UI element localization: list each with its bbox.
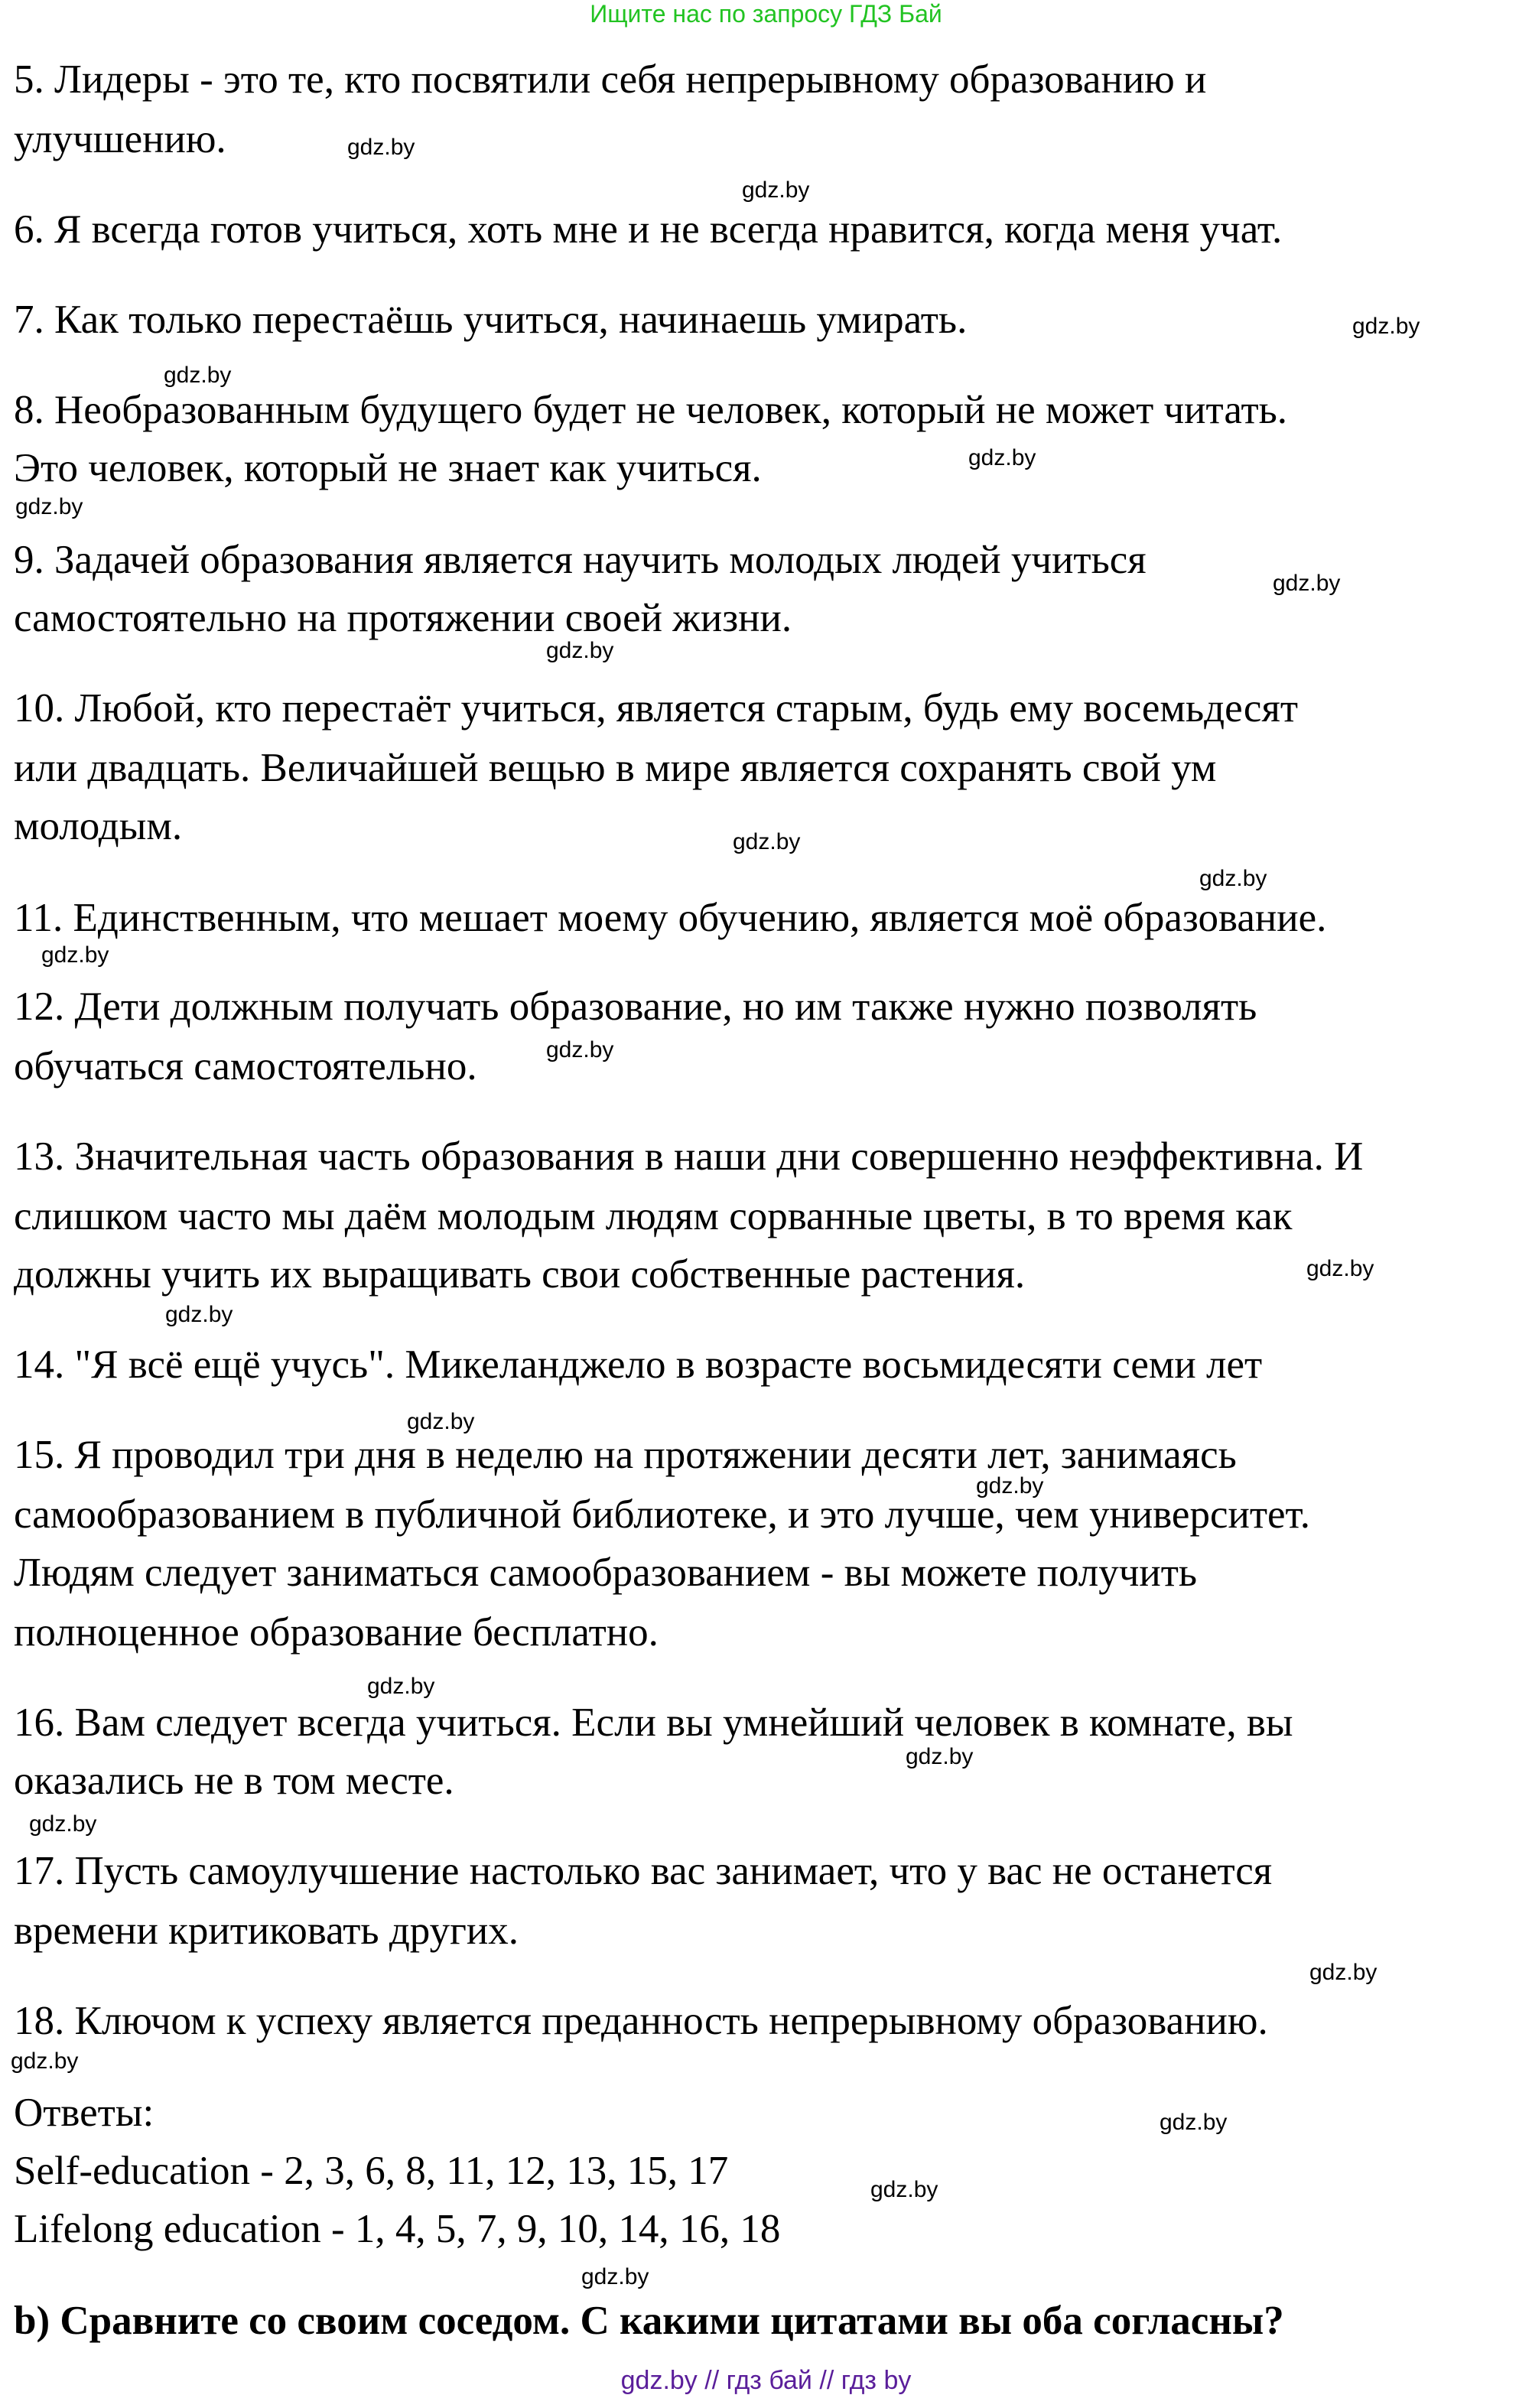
text-line: 6. Я всегда готов учиться, хоть мне и не всегда нравится, когда меня учат. <box>14 207 1283 252</box>
text-line: 8. Необразованным будущего будет не человек, который не может читать. <box>14 388 1288 432</box>
text-line: 9. Задачей образования является научить молодых людей учиться <box>14 538 1147 582</box>
text-line: самообразованием в публичной библиотеке, и это лучше, чем университет. <box>14 1492 1310 1537</box>
watermark: gdz.by <box>407 1409 475 1434</box>
watermark: gdz.by <box>546 1037 614 1062</box>
watermark: gdz.by <box>1160 2110 1228 2135</box>
search-hint-banner[interactable]: Ищите нас по запросу ГДЗ Бай <box>590 0 942 28</box>
text-line: улучшению. <box>14 117 226 161</box>
text-line: 13. Значительная часть образования в наши дни совершенно неэффективна. И <box>14 1134 1364 1179</box>
text-line: Людям следует заниматься самообразованием - вы можете получить <box>14 1551 1198 1595</box>
watermark: gdz.by <box>1309 1960 1377 1985</box>
watermark: gdz.by <box>1306 1256 1374 1281</box>
text-line: 16. Вам следует всегда учиться. Если вы умнейший человек в комнате, вы <box>14 1700 1293 1745</box>
watermark: gdz.by <box>29 1811 97 1837</box>
watermark: gdz.by <box>733 829 801 854</box>
answer-self-education: Self-education - 2, 3, 6, 8, 11, 12, 13, 15, 17 <box>14 2149 729 2193</box>
watermark: gdz.by <box>11 2048 79 2074</box>
watermark: gdz.by <box>367 1674 435 1699</box>
text-line: слишком часто мы даём молодым людям сорванные цветы, в то время как <box>14 1194 1293 1238</box>
text-line: оказались не в том месте. <box>14 1759 454 1803</box>
watermark: gdz.by <box>1352 314 1420 339</box>
text-line: 7. Как только перестаёшь учиться, начинаешь умирать. <box>14 298 968 342</box>
watermark: gdz.by <box>1199 866 1267 891</box>
watermark: gdz.by <box>976 1473 1044 1498</box>
text-line: времени критиковать других. <box>14 1909 519 1953</box>
watermark: gdz.by <box>41 942 109 968</box>
text-line: обучаться самостоятельно. <box>14 1044 477 1088</box>
text-line: 17. Пусть самоулучшение настолько вас занимает, что у вас не останется <box>14 1849 1273 1893</box>
watermark: gdz.by <box>742 177 810 203</box>
watermark: gdz.by <box>15 494 83 519</box>
text-line: 12. Дети должным получать образование, но им также нужно позволять <box>14 984 1257 1029</box>
text-line: должны учить их выращивать свои собственные растения. <box>14 1252 1026 1297</box>
text-line: 10. Любой, кто перестаёт учиться, является старым, будь ему восемьдесят <box>14 686 1298 731</box>
text-line: 5. Лидеры - это те, кто посвятили себя непрерывному образованию и <box>14 57 1207 102</box>
watermark: gdz.by <box>165 1302 233 1327</box>
text-line: полноценное образование бесплатно. <box>14 1610 659 1655</box>
text-line: самостоятельно на протяжении своей жизни. <box>14 596 792 640</box>
watermark: gdz.by <box>968 445 1036 470</box>
text-line: 18. Ключом к успеху является преданность непрерывному образованию. <box>14 1999 1268 2043</box>
watermark: gdz.by <box>906 1744 974 1769</box>
watermark: gdz.by <box>347 135 415 160</box>
text-line: 15. Я проводил три дня в неделю на протяжении десяти лет, занимаясь <box>14 1433 1237 1477</box>
text-line: 14. "Я всё ещё учусь". Микеланджело в возрасте восьмидесяти семи лет <box>14 1342 1263 1387</box>
watermark: gdz.by <box>1273 571 1341 596</box>
text-line: или двадцать. Величайшей вещью в мире является сохранять свой ум <box>14 746 1217 790</box>
answer-lifelong-education: Lifelong education - 1, 4, 5, 7, 9, 10, 14, 16, 18 <box>14 2207 781 2251</box>
footer-links[interactable]: gdz.by // гдз бай // гдз by <box>620 2366 912 2395</box>
text-line: Это человек, который не знает как учиться. <box>14 446 762 490</box>
watermark: gdz.by <box>164 363 232 388</box>
answers-heading: Ответы: <box>14 2091 155 2135</box>
watermark: gdz.by <box>870 2177 938 2202</box>
watermark: gdz.by <box>546 638 614 663</box>
watermark: gdz.by <box>581 2264 649 2289</box>
text-line: молодым. <box>14 804 183 848</box>
task-b-heading: b) Сравните со своим соседом. С какими цитатами вы оба согласны? <box>14 2299 1284 2343</box>
text-line: 11. Единственным, что мешает моему обучению, является моё образование. <box>14 896 1327 940</box>
